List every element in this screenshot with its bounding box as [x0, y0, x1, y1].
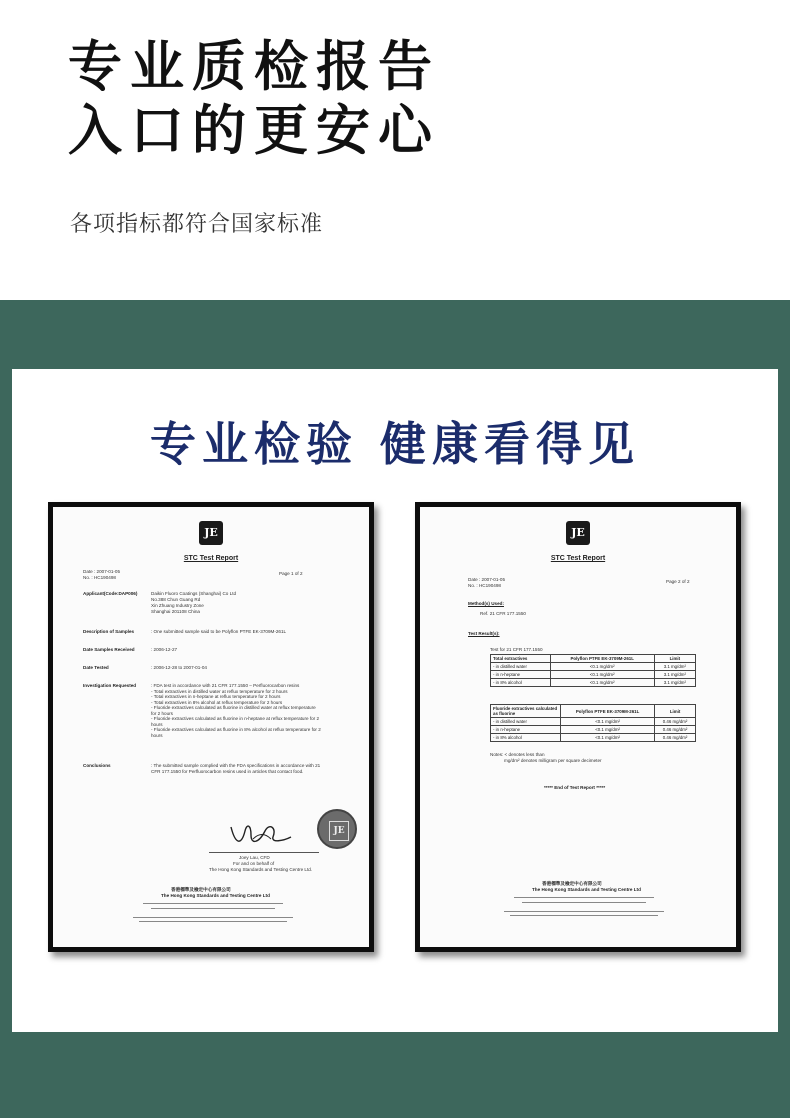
footer-text-line [510, 915, 658, 916]
table-cell: 0.46 mg/dm² [655, 718, 696, 726]
report-page-2 [420, 507, 736, 947]
table-cell: - in 8% alcohol [491, 679, 551, 687]
table-row [491, 663, 696, 671]
signer-organization: The Hong Kong Standards and Testing Centre Ltd. [209, 867, 313, 872]
footer-text-line [139, 921, 287, 922]
fluoride-extractives-table [490, 704, 696, 742]
table-cell: 3.1 mg/dm² [654, 679, 695, 687]
applicant-line: Xin Zhuang Industry Zone [151, 603, 204, 608]
investigation-list [151, 683, 321, 738]
investigation-item: - Total extractives in distilled water at reflux temperature for 2 hours [151, 688, 288, 694]
table-cell: 3.1 mg/dm² [654, 671, 695, 679]
report-date: Date : 2007-01-05 [468, 577, 506, 582]
stc-logo-icon: JE [199, 521, 223, 545]
report-frame-page-1[interactable] [48, 502, 374, 952]
conclusions-value: : The submitted sample complied with the FDA specifications in accordance with 21 CFR 177.1550 for Perfluorocarbon resins used in articles that contact food. [151, 763, 321, 774]
table-header-cell: Total extractives [491, 655, 551, 663]
table-cell: 0.46 mg/dm² [655, 734, 696, 742]
method-label: Method(s) Used: [468, 601, 504, 606]
footer-org-chinese: 香港標準及檢定中心有限公司 [542, 881, 602, 886]
page-number: Page 2 of 2 [666, 579, 690, 584]
applicant-label: Applicant(Code:DAP006) [83, 591, 138, 596]
footer-text-line [504, 911, 664, 912]
table-row [491, 671, 696, 679]
headline-subtitle: 各项指标都符合国家标准 [70, 212, 324, 237]
table-row [491, 734, 696, 742]
report-number: No. : HC190498 [468, 583, 501, 588]
table-row [491, 718, 696, 726]
tested-label: Date Tested [83, 665, 109, 670]
investigation-item: - Fluoride extractives calculated as fluorine in n-heptane at reflux temperature for 2 hours [151, 716, 320, 727]
table-cell: <0.1 mg/dm² [550, 671, 654, 679]
stc-logo-icon: JE [566, 521, 590, 545]
result-label: Test Result(s): [468, 631, 500, 636]
test-for-label: Test for 21 CFR 177.1550 [490, 647, 543, 652]
notes-line-1: Notes: < denotes less than [490, 752, 545, 757]
header-section [0, 0, 790, 300]
signature-line [209, 852, 319, 853]
report-number: No. : HC190498 [83, 575, 116, 580]
section-title: 专业检验 健康看得见 [149, 417, 640, 471]
footer-text-line [151, 908, 275, 909]
total-extractives-table [490, 654, 696, 687]
report-frame-page-2[interactable] [415, 502, 741, 952]
footer-org-english: The Hong Kong Standards and Testing Centre Ltd [161, 893, 270, 898]
investigation-item: : FDA test in accordance with 21 CFR 177.1550 – Perfluorocarbon resins [151, 683, 300, 688]
table-cell: - in n-heptane [491, 671, 551, 679]
table-cell: 0.46 mg/dm² [655, 726, 696, 734]
footer-text-line [143, 903, 283, 904]
footer-text-line [522, 902, 646, 903]
signer-name: Joey Lau, CFD [239, 855, 270, 860]
investigation-item: - Fluoride extractives calculated as fluorine in distilled water at reflux temperature for 2 hours [151, 705, 316, 716]
investigation-item: - Total extractives in 8% alcohol at reflux temperature for 2 hours [151, 699, 283, 705]
investigation-label: Investigation Requested [83, 683, 137, 688]
table-cell: <0.1 mg/dm² [561, 734, 655, 742]
headline-line-2: 入口的更安心 [68, 99, 440, 162]
table-cell: 3.1 mg/dm² [654, 663, 695, 671]
signer-for: For and on behalf of [233, 861, 275, 866]
footer-org-chinese: 香港標準及檢定中心有限公司 [171, 887, 231, 892]
footer-text-line [133, 917, 293, 918]
table-header-cell: Fluoride extractives calculated as fluorine [491, 705, 561, 718]
table-cell: <0.1 mg/dm² [550, 679, 654, 687]
headline-line-1: 专业质检报告 [68, 35, 440, 98]
table-header-row [491, 655, 696, 663]
table-header-cell: Polyflon PTFE EK-3709M-261L [561, 705, 655, 718]
received-label: Date Samples Received [83, 647, 135, 652]
applicant-line: Shanghai 201108 China [151, 609, 200, 614]
certificate-card [12, 369, 778, 1032]
table-cell: - in n-heptane [491, 726, 561, 734]
table-cell: - in 8% alcohol [491, 734, 561, 742]
applicant-line: No.388 Chun Guang Rd [151, 597, 201, 602]
table-header-cell: Limit [654, 655, 695, 663]
table-header-cell: Limit [655, 705, 696, 718]
footer-org-english: The Hong Kong Standards and Testing Centre Ltd [532, 887, 641, 892]
table-row [491, 679, 696, 687]
table-cell: <0.1 mg/dm² [561, 726, 655, 734]
description-value: : One submitted sample said to be Polyflon PTFE EK-3709M-261L [151, 629, 287, 634]
report-title: STC Test Report [183, 555, 239, 562]
method-value: Ref. 21 CFR 177.1550 [480, 611, 526, 616]
end-of-report: ***** End of Test Report ***** [544, 785, 606, 790]
conclusions-label: Conclusions [83, 763, 111, 768]
investigation-item: - Fluoride extractives calculated as fluorine in 8% alcohol at reflux temperature for 2 hours [151, 727, 321, 738]
report-date: Date : 2007-01-05 [83, 569, 121, 574]
seal-logo-icon: JE [329, 821, 349, 841]
applicant-line: Daikin Fluoro Coatings (Shanghai) Co Ltd [151, 591, 237, 596]
table-cell: - in distilled water [491, 718, 561, 726]
tested-value: : 2006-12-28 to 2007-01-04 [151, 665, 207, 670]
table-row [491, 726, 696, 734]
signature-icon [225, 817, 295, 851]
official-seal-icon [317, 809, 357, 849]
investigation-item: - Total extractives in n-heptane at reflux temperature for 2 hours [151, 694, 281, 699]
page-number: Page 1 of 2 [279, 571, 303, 576]
description-label: Description of Samples [83, 629, 135, 634]
table-header-cell: Polyflon PTFE EK-3709M-261L [550, 655, 654, 663]
table-cell: - in distilled water [491, 663, 551, 671]
table-cell: <0.1 mg/dm² [561, 718, 655, 726]
table-cell: <0.1 mg/dm² [550, 663, 654, 671]
notes-line-2: mg/dm² denotes milligram per square decimeter [504, 758, 602, 763]
footer-text-line [514, 897, 654, 898]
report-page-1 [53, 507, 369, 947]
report-title: STC Test Report [550, 555, 606, 562]
received-value: : 2006-12-27 [151, 647, 178, 652]
table-header-row [491, 705, 696, 718]
